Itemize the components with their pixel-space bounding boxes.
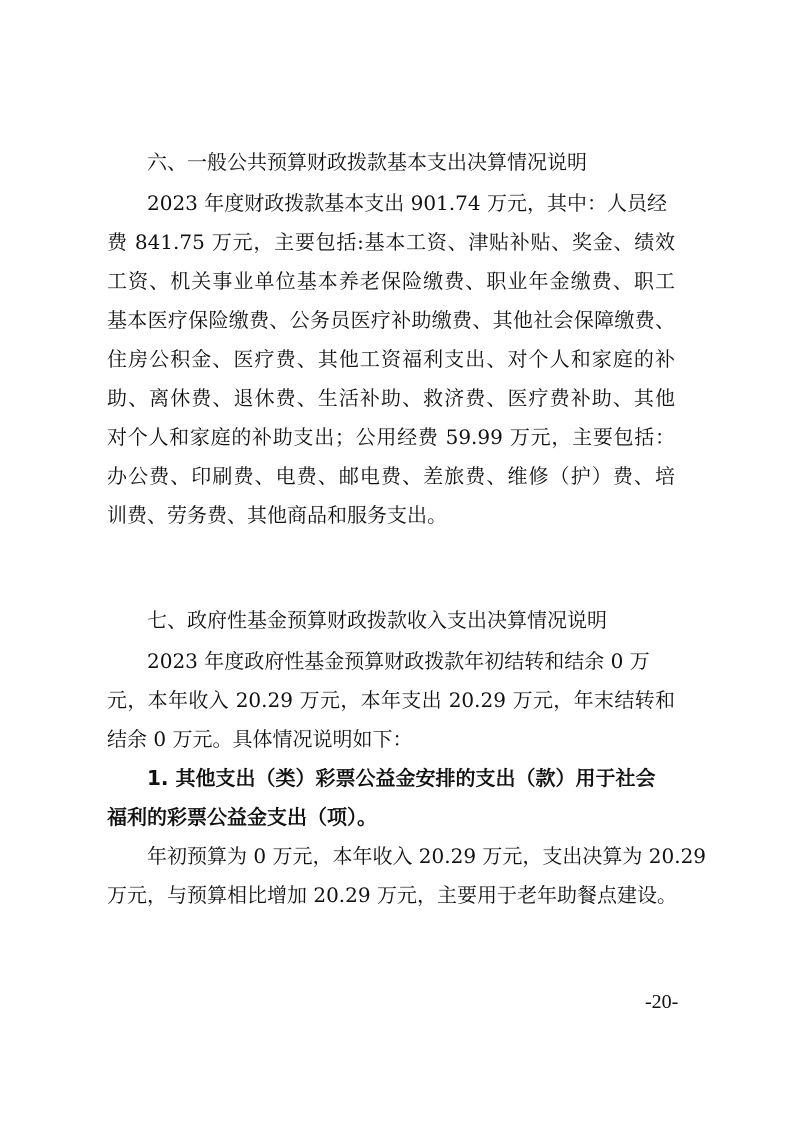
section7-heading: 七、政府性基金预算财政拨款收入支出决算情况说明 — [147, 608, 607, 632]
section6-heading: 六、一般公共预算财政拨款基本支出决算情况说明 — [147, 150, 587, 174]
section6-line-9: 训费、劳务费、其他商品和服务支出。 — [107, 503, 447, 527]
item1-title-line-1: 1. 其他支出（类）彩票公益金安排的支出（款）用于社会 — [147, 766, 656, 790]
item1-title-line-2: 福利的彩票公益金支出（项）。 — [107, 805, 377, 829]
item1-body-line-1: 年初预算为 0 万元，本年收入 20.29 万元，支出决算为 20.29 — [147, 844, 707, 868]
page-number: -20- — [645, 991, 679, 1013]
section7-line-1: 2023 年度政府性基金预算财政拨款年初结转和结余 0 万 — [147, 649, 650, 673]
section6-line-8: 办公费、印刷费、电费、邮电费、差旅费、维修（护）费、培 — [107, 464, 675, 488]
section6-line-2: 费 841.75 万元，主要包括:基本工资、津贴补贴、奖金、绩效 — [107, 230, 675, 254]
section6-line-1: 2023 年度财政拨款基本支出 901.74 万元，其中：人员经 — [147, 191, 667, 215]
section6-line-5: 住房公积金、医疗费、其他工资福利支出、对个人和家庭的补 — [107, 347, 675, 371]
section6-line-6: 助、离休费、退休费、生活补助、救济费、医疗费补助、其他 — [107, 386, 675, 410]
section7-line-3: 结余 0 万元。具体情况说明如下： — [107, 727, 413, 751]
item1-body-line-2: 万元，与预算相比增加 20.29 万元，主要用于老年助餐点建设。 — [107, 883, 677, 907]
section7-line-2: 元，本年收入 20.29 万元，本年支出 20.29 万元，年末结转和 — [107, 688, 675, 712]
section6-line-4: 基本医疗保险缴费、公务员医疗补助缴费、其他社会保障缴费、 — [107, 308, 675, 332]
section6-line-3: 工资、机关事业单位基本养老保险缴费、职业年金缴费、职工 — [107, 269, 675, 293]
section6-line-7: 对个人和家庭的补助支出；公用经费 59.99 万元，主要包括： — [107, 425, 675, 449]
